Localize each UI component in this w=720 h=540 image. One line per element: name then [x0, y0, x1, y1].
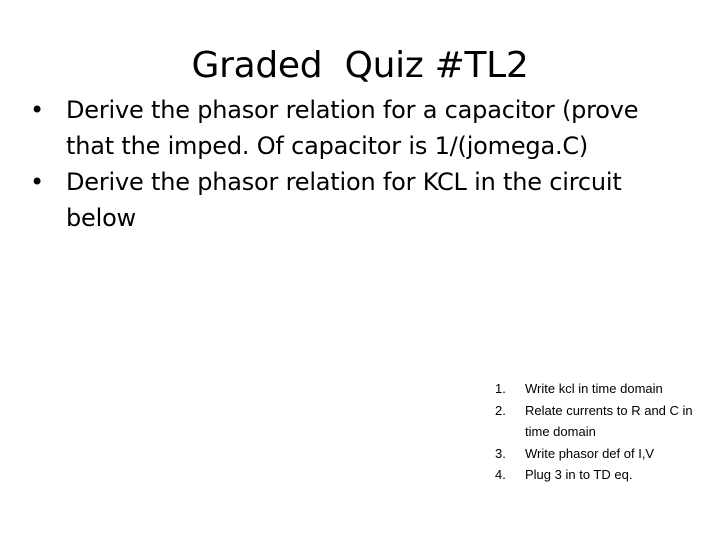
step-number: 3.: [495, 445, 506, 461]
step-item: [495, 464, 720, 486]
bullet-text: Derive the phasor relation for a capacitor (prove that the imped. Of capacitor is 1/(jomega.C): [66, 96, 639, 160]
step-text: Plug 3 in to TD eq.: [525, 467, 633, 482]
step-number: 4.: [495, 467, 506, 482]
step-text: Write kcl in time domain: [525, 381, 663, 396]
step-item: [495, 378, 720, 400]
bullet-list: [30, 92, 660, 236]
bullet-text: Derive the phasor relation for KCL in the circuit below: [66, 168, 622, 232]
bullet-marker: •: [30, 96, 44, 124]
bullet-item-capacitor: [30, 92, 660, 164]
step-item: [495, 400, 720, 443]
step-item: [495, 443, 720, 465]
step-text: Relate currents to R and C in time domain: [525, 402, 693, 439]
step-number: 2.: [495, 402, 506, 418]
bullet-marker: •: [30, 168, 44, 196]
step-number: 1.: [495, 381, 506, 396]
bullet-item-kcl: [30, 164, 660, 236]
steps-list: [495, 378, 720, 486]
step-text: Write phasor def of I,V: [525, 445, 655, 461]
slide-title: Graded Quiz #TL2: [191, 45, 529, 86]
